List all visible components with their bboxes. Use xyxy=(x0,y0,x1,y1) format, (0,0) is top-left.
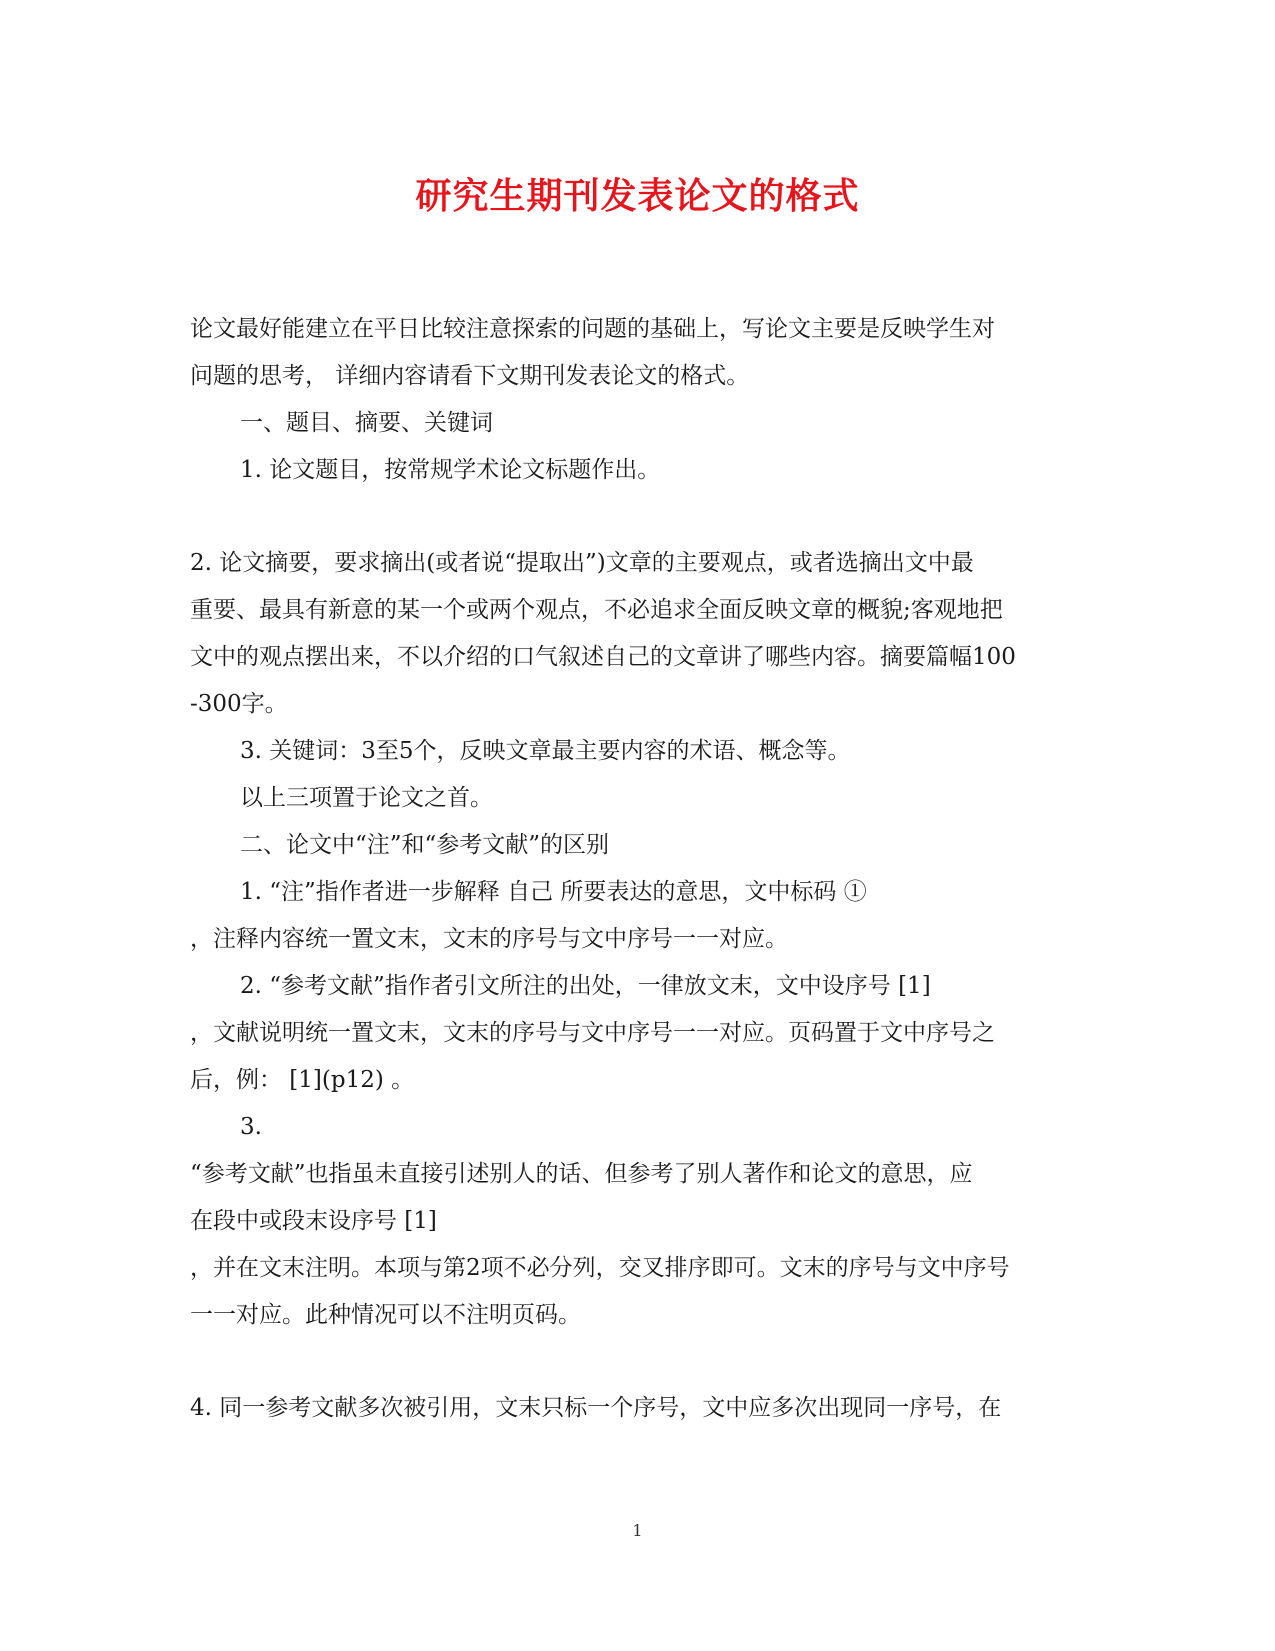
body-line-7: 文中的观点摆出来，不以介绍的口气叙述自己的文章讲了哪些内容。摘要篇幅100 xyxy=(190,644,1016,670)
body-line-16: 后，例： [1](p12) 。 xyxy=(190,1067,415,1093)
body-line-15: ，文献说明统一置文末，文末的序号与文中序号一一对应。页码置于文中序号之 xyxy=(190,1020,995,1046)
body-line-10: 以上三项置于论文之首。 xyxy=(240,785,493,811)
body-line-19: 在段中或段末设序号 [1] xyxy=(190,1208,437,1234)
body-line-20: ，并在文末注明。本项与第2项不必分列，交叉排序即可。文末的序号与文中序号 xyxy=(190,1255,1010,1281)
body-line-8: -300字。 xyxy=(190,691,288,717)
body-line-21: 一一对应。此种情况可以不注明页码。 xyxy=(190,1302,581,1328)
section-heading-2: 二、论文中“注”和“参考文献”的区别 xyxy=(240,832,610,858)
body-line-12: 1. “注”指作者进一步解释 自己 所要表达的意思，文中标码 ① xyxy=(240,879,867,905)
body-line-6: 重要、最具有新意的某一个或两个观点，不必追求全面反映文章的概貌;客观地把 xyxy=(190,597,1003,623)
body-line-9: 3. 关键词：3至5个，反映文章最主要内容的术语、概念等。 xyxy=(240,738,851,764)
body-line-13: ，注释内容统一置文末，文末的序号与文中序号一一对应。 xyxy=(190,926,788,952)
body-line-17: 3. xyxy=(240,1114,262,1140)
body-line-18: “参考文献”也指虽未直接引述别人的话、但参考了别人著作和论文的意思，应 xyxy=(190,1161,973,1187)
body-line-4: 1. 论文题目，按常规学术论文标题作出。 xyxy=(240,457,661,483)
body-line-1: 论文最好能建立在平日比较注意探索的问题的基础上，写论文主要是反映学生对 xyxy=(190,316,995,342)
page-title: 研究生期刊发表论文的格式 xyxy=(415,175,860,217)
body-line-2: 问题的思考， 详细内容请看下文期刊发表论文的格式。 xyxy=(190,363,750,389)
body-line-22: 4. 同一参考文献多次被引用，文末只标一个序号，文中应多次出现同一序号，在 xyxy=(190,1395,1002,1421)
body-line-5: 2. 论文摘要，要求摘出(或者说“提取出”)文章的主要观点，或者选摘出文中最 xyxy=(190,550,974,576)
body-line-14: 2. “参考文献”指作者引文所注的出处，一律放文末，文中设序号 [1] xyxy=(240,973,931,999)
page-number: 1 xyxy=(632,1521,643,1540)
section-heading-1: 一、题目、摘要、关键词 xyxy=(240,410,493,436)
